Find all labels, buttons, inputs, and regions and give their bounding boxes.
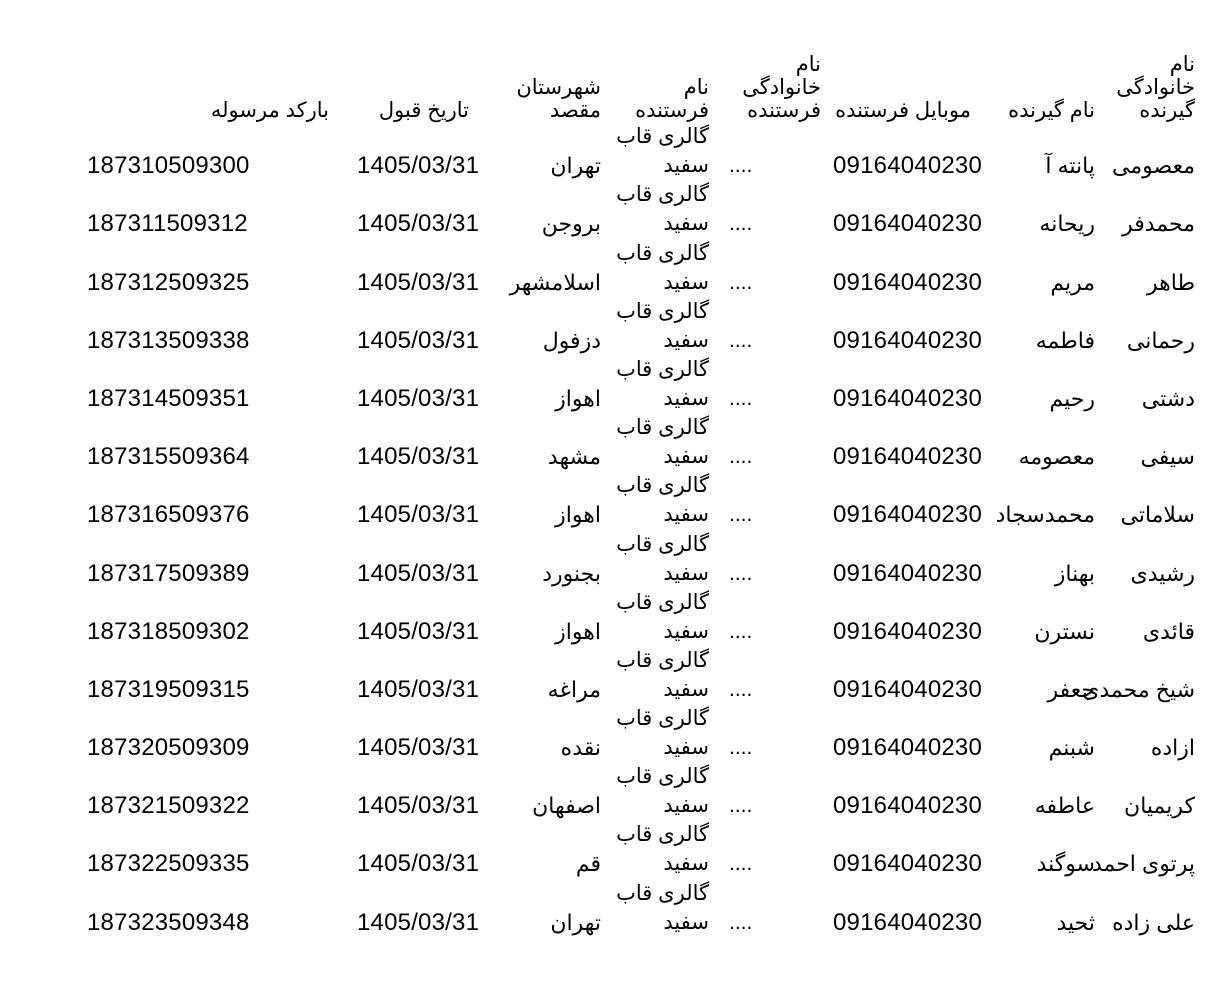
barcode-cell: 187321509322 xyxy=(87,792,250,820)
sender-last-name-cell: .... xyxy=(729,910,753,934)
destination-city-cell: بروجن xyxy=(541,211,601,237)
sender-last-name-cell: .... xyxy=(729,619,753,643)
destination-city-cell: تهران xyxy=(550,909,601,935)
table-row xyxy=(81,878,1201,936)
sender-mobile-cell: 09164040230 xyxy=(833,326,983,354)
destination-city-cell: اهواز xyxy=(555,618,601,644)
destination-city-cell: اسلامشهر xyxy=(509,269,601,295)
receiver-last-name-cell: کریمیان xyxy=(1124,793,1195,819)
table-row xyxy=(81,588,1201,646)
barcode-cell: 187314509351 xyxy=(87,384,250,412)
table-row xyxy=(81,413,1201,471)
destination-city-cell: اهواز xyxy=(555,385,601,411)
receiver-last-name-cell: ازاده xyxy=(1150,735,1195,761)
column-header-sender-mobile: موبایل فرستنده xyxy=(835,99,971,122)
sender-mobile-cell: 09164040230 xyxy=(833,734,983,762)
sender-name-cell: گالری قاب سفید xyxy=(616,241,709,294)
acceptance-date-cell: 1405/03/31 xyxy=(357,617,480,645)
barcode-cell: 187312509325 xyxy=(87,268,250,296)
table-row xyxy=(81,355,1201,413)
receiver-last-name-cell: علی زاده xyxy=(1112,909,1195,935)
acceptance-date-cell: 1405/03/31 xyxy=(357,908,480,936)
sender-last-name-cell: .... xyxy=(729,561,753,585)
barcode-cell: 187323509348 xyxy=(87,908,250,936)
barcode-cell: 187317509389 xyxy=(87,559,250,587)
sender-last-name-cell: .... xyxy=(729,794,753,818)
receiver-last-name-cell: محمدفر xyxy=(1122,211,1195,237)
sender-last-name-cell: .... xyxy=(729,328,753,352)
sender-mobile-cell: 09164040230 xyxy=(833,501,983,529)
receiver-name-cell: پانته آ xyxy=(1045,153,1095,179)
receiver-name-cell: جعفر xyxy=(1047,676,1095,702)
sender-name-cell: گالری قاب سفید xyxy=(616,474,709,527)
sender-name-cell: گالری قاب سفید xyxy=(616,765,709,818)
receiver-name-cell: فاطمه xyxy=(1035,327,1095,353)
column-header-sender-last-name: نام خانوادگی فرستنده xyxy=(742,53,821,122)
barcode-cell: 187313509338 xyxy=(87,326,250,354)
receiver-last-name-cell: پرتوی احمد xyxy=(1091,851,1195,877)
receiver-name-cell: شبنم xyxy=(1048,735,1095,761)
barcode-cell: 187322509335 xyxy=(87,850,250,878)
barcode-cell: 187311509312 xyxy=(87,210,248,238)
column-header-acceptance-date: تاریخ قبول xyxy=(378,99,469,122)
sender-mobile-cell: 09164040230 xyxy=(833,792,983,820)
sender-mobile-cell: 09164040230 xyxy=(833,152,983,180)
receiver-name-cell: معصومه xyxy=(1018,444,1095,470)
acceptance-date-cell: 1405/03/31 xyxy=(357,326,480,354)
receiver-name-cell: ثحید xyxy=(1056,909,1095,935)
barcode-cell: 187310509300 xyxy=(87,152,250,180)
acceptance-date-cell: 1405/03/31 xyxy=(357,210,480,238)
sender-name-cell: گالری قاب سفید xyxy=(616,125,709,178)
column-header-barcode: بارکد مرسوله xyxy=(210,99,329,122)
table-row xyxy=(81,180,1201,238)
table-row xyxy=(81,471,1201,529)
destination-city-cell: بجنورد xyxy=(542,560,601,586)
sender-mobile-cell: 09164040230 xyxy=(833,443,983,471)
destination-city-cell: دزفول xyxy=(542,327,601,353)
sender-name-cell: گالری قاب سفید xyxy=(616,590,709,643)
destination-city-cell: مشهد xyxy=(547,444,601,470)
receiver-name-cell: عاطفه xyxy=(1034,793,1095,819)
sender-last-name-cell: .... xyxy=(729,386,753,410)
column-header-destination-city: شهرستان مقصد xyxy=(516,76,601,122)
sender-last-name-cell: .... xyxy=(729,212,753,236)
sender-mobile-cell: 09164040230 xyxy=(833,210,983,238)
destination-city-cell: مراغه xyxy=(547,676,601,702)
sender-mobile-cell: 09164040230 xyxy=(833,384,983,412)
sender-last-name-cell: .... xyxy=(729,677,753,701)
table-row xyxy=(81,762,1201,820)
acceptance-date-cell: 1405/03/31 xyxy=(357,792,480,820)
receiver-last-name-cell: دشتی xyxy=(1141,385,1195,411)
barcode-cell: 187315509364 xyxy=(87,443,250,471)
acceptance-date-cell: 1405/03/31 xyxy=(357,501,480,529)
sender-last-name-cell: .... xyxy=(729,503,753,527)
table-row xyxy=(81,238,1201,296)
sender-mobile-cell: 09164040230 xyxy=(833,617,983,645)
acceptance-date-cell: 1405/03/31 xyxy=(357,443,480,471)
sender-name-cell: گالری قاب سفید xyxy=(616,881,709,934)
barcode-cell: 187319509315 xyxy=(87,675,250,703)
column-header-receiver-name: نام گیرنده xyxy=(1008,99,1095,122)
receiver-name-cell: رحیم xyxy=(1049,385,1095,411)
sender-last-name-cell: .... xyxy=(729,270,753,294)
barcode-cell: 187316509376 xyxy=(87,501,250,529)
receiver-name-cell: محمدسجاد xyxy=(995,502,1095,528)
receiver-last-name-cell: طاهر xyxy=(1147,269,1195,295)
table-row xyxy=(81,646,1201,704)
sender-name-cell: گالری قاب سفید xyxy=(616,357,709,410)
receiver-name-cell: نسترن xyxy=(1034,618,1095,644)
sender-last-name-cell: .... xyxy=(729,852,753,876)
column-header-sender-name: نام فرستنده xyxy=(635,76,709,122)
barcode-cell: 187318509302 xyxy=(87,617,250,645)
sender-last-name-cell: .... xyxy=(729,154,753,178)
receiver-last-name-cell: رحمانی xyxy=(1126,327,1195,353)
shipments-table xyxy=(81,30,1201,937)
receiver-last-name-cell: شیخ محمدی xyxy=(1082,676,1195,702)
sender-mobile-cell: 09164040230 xyxy=(833,268,983,296)
sender-name-cell: گالری قاب سفید xyxy=(616,707,709,760)
table-header-row xyxy=(81,30,1201,122)
destination-city-cell: اصفهان xyxy=(532,793,601,819)
acceptance-date-cell: 1405/03/31 xyxy=(357,675,480,703)
destination-city-cell: قم xyxy=(575,851,601,877)
destination-city-cell: تهران xyxy=(550,153,601,179)
table-row xyxy=(81,704,1201,762)
destination-city-cell: اهواز xyxy=(555,502,601,528)
sender-last-name-cell: .... xyxy=(729,445,753,469)
receiver-name-cell: سوگند xyxy=(1036,851,1095,877)
table-row xyxy=(81,122,1201,180)
table-body xyxy=(81,122,1201,937)
table-row xyxy=(81,529,1201,587)
table-row xyxy=(81,820,1201,878)
receiver-name-cell: بهناز xyxy=(1054,560,1095,586)
receiver-last-name-cell: سیفی xyxy=(1140,444,1195,470)
acceptance-date-cell: 1405/03/31 xyxy=(357,559,480,587)
sender-name-cell: گالری قاب سفید xyxy=(616,416,709,469)
receiver-last-name-cell: معصومی xyxy=(1112,153,1195,179)
acceptance-date-cell: 1405/03/31 xyxy=(357,734,480,762)
destination-city-cell: نقده xyxy=(560,735,601,761)
sender-mobile-cell: 09164040230 xyxy=(833,675,983,703)
receiver-last-name-cell: سلاماتی xyxy=(1120,502,1195,528)
receiver-name-cell: مریم xyxy=(1050,269,1095,295)
shipment-sheet xyxy=(81,30,1201,937)
sender-name-cell: گالری قاب سفید xyxy=(616,299,709,352)
acceptance-date-cell: 1405/03/31 xyxy=(357,384,480,412)
receiver-last-name-cell: رشیدی xyxy=(1130,560,1195,586)
receiver-last-name-cell: قائدی xyxy=(1142,618,1195,644)
sender-last-name-cell: .... xyxy=(729,736,753,760)
acceptance-date-cell: 1405/03/31 xyxy=(357,850,480,878)
sender-name-cell: گالری قاب سفید xyxy=(616,648,709,701)
acceptance-date-cell: 1405/03/31 xyxy=(357,268,480,296)
sender-mobile-cell: 09164040230 xyxy=(833,559,983,587)
sender-name-cell: گالری قاب سفید xyxy=(616,183,709,236)
barcode-cell: 187320509309 xyxy=(87,734,250,762)
sender-mobile-cell: 09164040230 xyxy=(833,850,983,878)
sender-mobile-cell: 09164040230 xyxy=(833,908,983,936)
receiver-name-cell: ریحانه xyxy=(1039,211,1095,237)
sender-name-cell: گالری قاب سفید xyxy=(616,532,709,585)
sender-name-cell: گالری قاب سفید xyxy=(616,823,709,876)
table-row xyxy=(81,297,1201,355)
acceptance-date-cell: 1405/03/31 xyxy=(357,152,480,180)
column-header-receiver-last-name: نام خانوادگی گیرنده xyxy=(1116,53,1195,122)
